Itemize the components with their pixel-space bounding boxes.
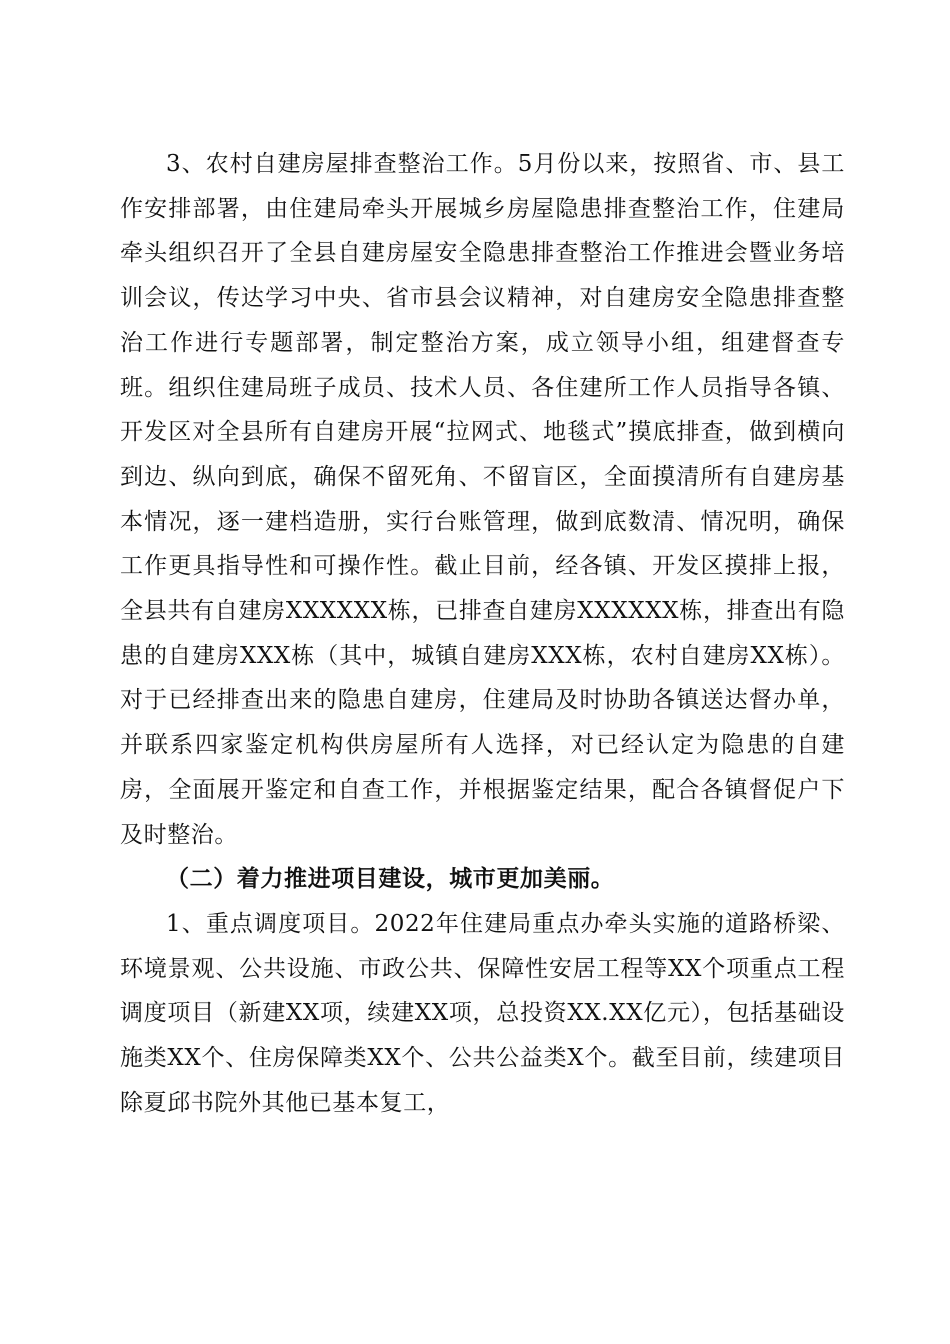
- paragraph-key-projects: 1、重点调度项目。2022年住建局重点办牵头实施的道路桥梁、环境景观、公共设施、市政公共、保障性安居工程等XX个项重点工程调度项目（新建XX项，续建XX项，总投资XX.XX亿元），包括基础设施类XX个、住房保障类XX个、公共公益类X个。截至目前，续建项目除夏邱书院外其他已基本复工，: [120, 910, 845, 1116]
- document-body: [120, 142, 845, 1125]
- paragraph-self-built-housing-inspection: 3、农村自建房屋排查整治工作。5月份以来，按照省、市、县工作安排部署，由住建局牵头开展城乡房屋隐患排查整治工作，住建局牵头组织召开了全县自建房屋安全隐患排查整治工作推进会暨业务培训会议，传达学习中央、省市县会议精神，对自建房安全隐患排查整治工作进行专题部署，制定整治方案，成立领导小组，组建督查专班。组织住建局班子成员、技术人员、各住建所工作人员指导各镇、开发区对全县所有自建房开展“拉网式、地毯式”摸底排查，做到横向到边、纵向到底，确保不留死角、不留盲区，全面摸清所有自建房基本情况，逐一建档造册，实行台账管理，做到底数清、情况明，确保工作更具指导性和可操作性。截止目前，经各镇、开发区摸排上报，全县共有自建房XXXXXX栋，已排查自建房XXXXXX栋，排查出有隐患的自建房XXX栋（其中，城镇自建房XXX栋，农村自建房XX栋）。对于已经排查出来的隐患自建房，住建局及时协助各镇送达督办单，并联系四家鉴定机构供房屋所有人选择，对已经认定为隐患的自建房，全面展开鉴定和自查工作，并根据鉴定结果，配合各镇督促户下及时整治。: [120, 151, 845, 848]
- section-heading-project-construction: （二）着力推进项目建设，城市更加美丽。: [166, 865, 615, 893]
